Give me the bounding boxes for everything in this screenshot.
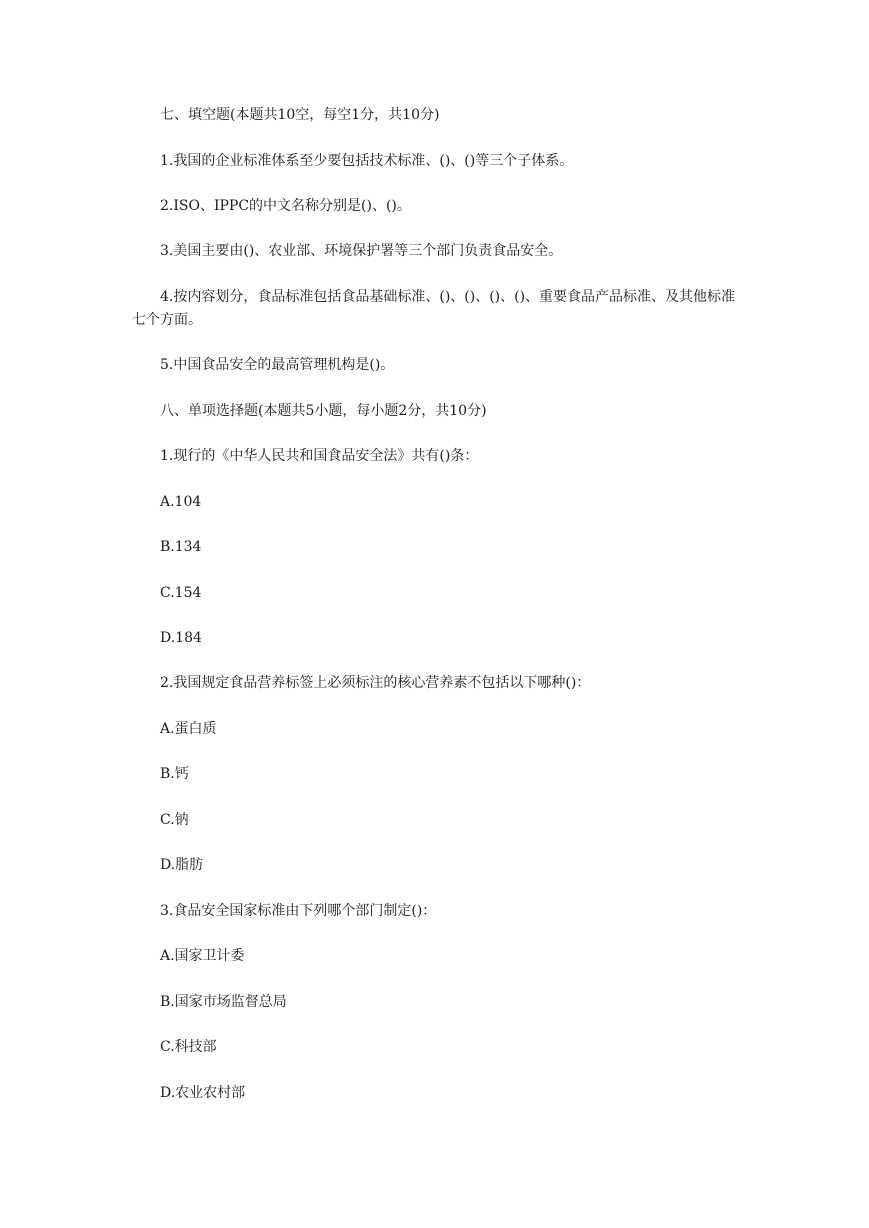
choice-question-3: 3.食品安全国家标准由下列哪个部门制定()： (160, 903, 437, 919)
choice-question-3-option-b: B.国家市场监督总局 (160, 994, 287, 1010)
choice-question-1-option-d: D.184 (160, 630, 202, 646)
section-8-heading: 八、单项选择题(本题共5小题，每小题2分，共10分) (160, 403, 487, 419)
choice-question-2: 2.我国规定食品营养标签上必须标注的核心营养素不包括以下哪种()： (160, 675, 591, 691)
choice-question-2-option-c: C.钠 (160, 812, 189, 828)
section-7-heading: 七、填空题(本题共10空，每空1分，共10分) (160, 107, 440, 123)
choice-question-2-option-b: B.钙 (160, 766, 189, 782)
fill-question-1: 1.我国的企业标准体系至少要包括技术标准、()、()等三个子体系。 (160, 153, 574, 169)
fill-question-4: 4.按内容划分，食品标准包括食品基础标准、()、()、()、()、重要食品产品标准、及其他标准七个方面。 (132, 289, 736, 328)
choice-question-3-option-c: C.科技部 (160, 1039, 217, 1055)
choice-question-3-option-d: D.农业农村部 (160, 1085, 246, 1101)
fill-question-3: 3.美国主要由()、农业部、环境保护署等三个部门负责食品安全。 (160, 243, 563, 259)
fill-question-5: 5.中国食品安全的最高管理机构是()。 (160, 357, 395, 373)
choice-question-2-option-a: A.蛋白质 (160, 721, 217, 737)
fill-question-2: 2.ISO、IPPC的中文名称分别是()、()。 (160, 198, 411, 214)
choice-question-2-option-d: D.脂肪 (160, 857, 204, 873)
choice-question-1: 1.现行的《中华人民共和国食品安全法》共有()条： (160, 448, 479, 464)
choice-question-1-option-c: C.154 (160, 585, 202, 601)
choice-question-1-option-b: B.134 (160, 539, 202, 555)
choice-question-3-option-a: A.国家卫计委 (160, 948, 245, 964)
choice-question-1-option-a: A.104 (160, 494, 202, 510)
